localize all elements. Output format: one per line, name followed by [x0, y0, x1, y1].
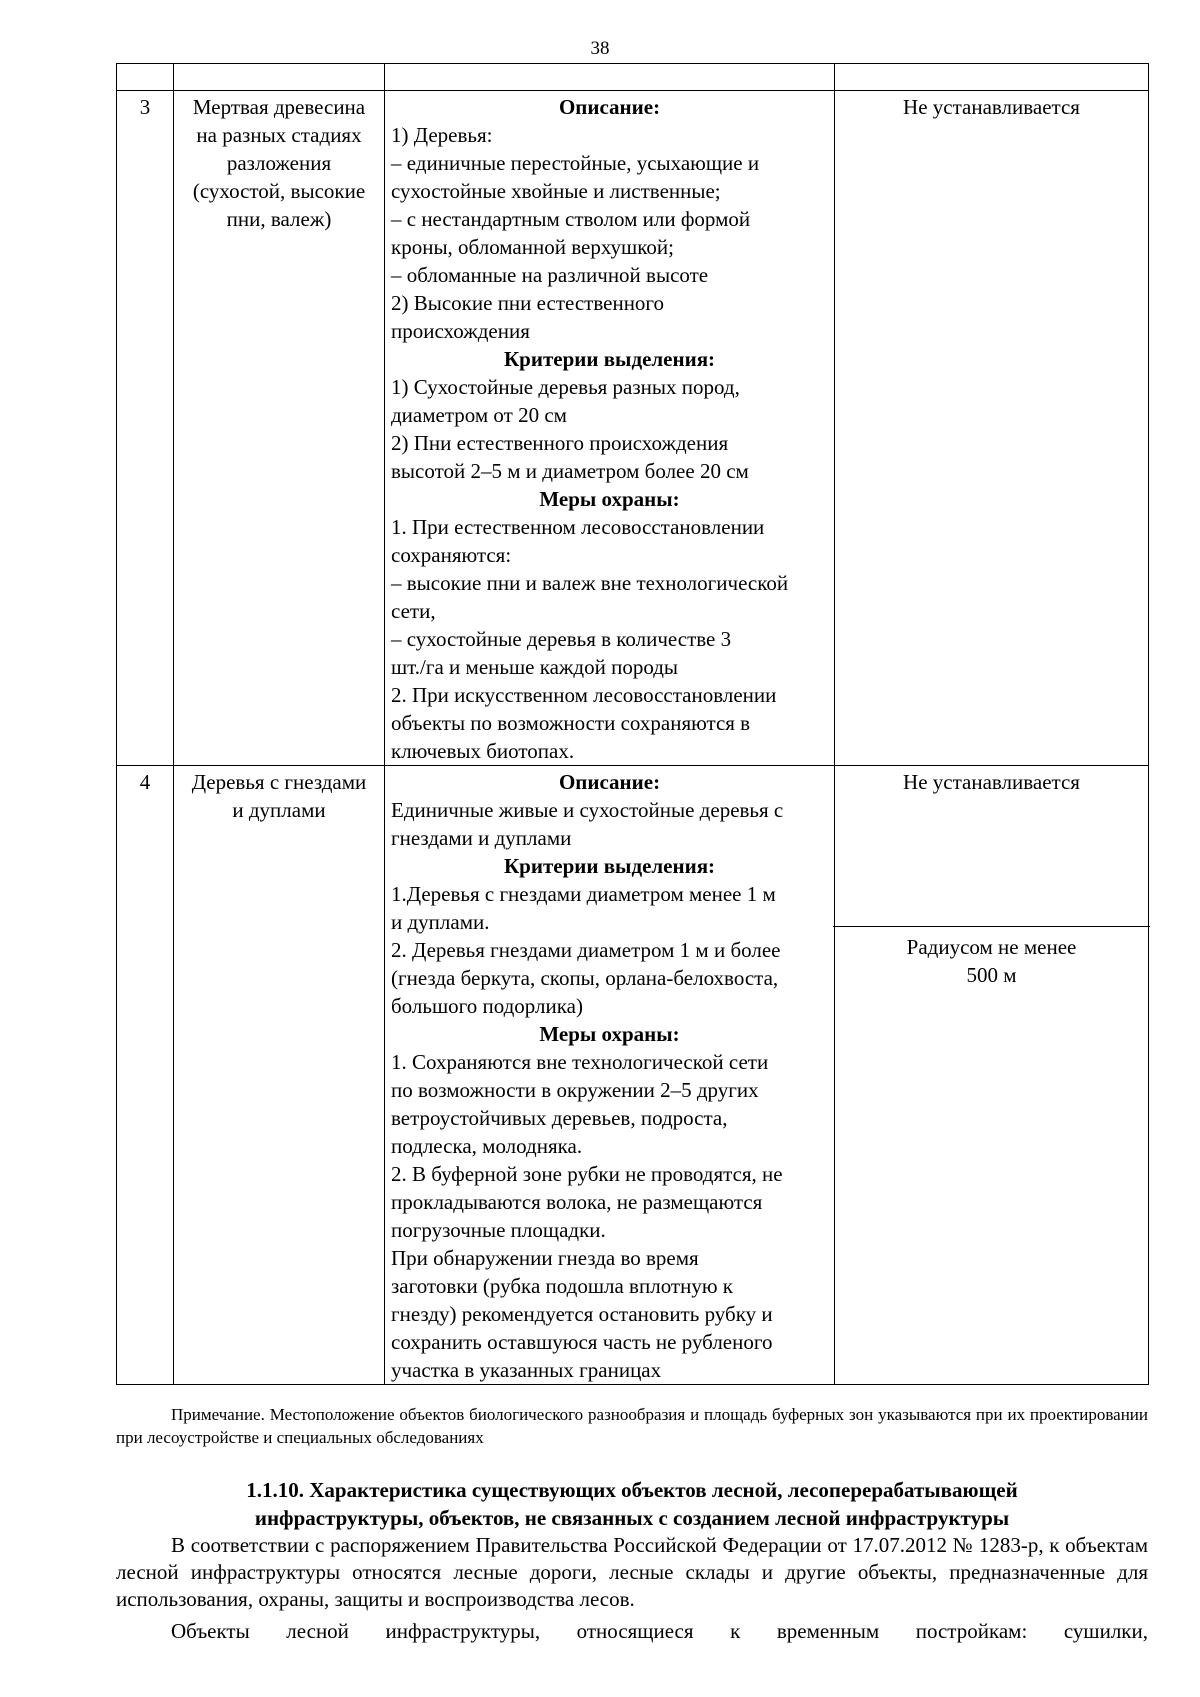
criteria-line: 1.Деревья с гнездами диаметром менее 1 м	[391, 882, 776, 906]
description-cell	[385, 766, 835, 1385]
section-title-line: 1.1.10. Характеристика существующих объектов лесной, лесоперерабатывающей	[246, 1478, 1018, 1502]
criteria-heading: Критерии выделения:	[503, 347, 716, 371]
object-name-cell	[174, 766, 385, 1385]
description-line: 2) Высокие пни естественного	[391, 291, 665, 315]
measures-line: сети,	[391, 599, 436, 623]
row-number: 4	[117, 766, 174, 1385]
criteria-heading: Критерии выделения:	[503, 854, 716, 878]
description-line: – единичные перестойные, усыхающие и	[391, 151, 760, 175]
measures-line: ветроустойчивых деревьев, подроста,	[391, 1106, 728, 1130]
object-name-line: и дуплами	[232, 798, 326, 822]
criteria-line: большого подорлика)	[391, 994, 583, 1018]
measures-line: объекты по возможности сохраняются в	[391, 711, 751, 735]
measures-line: по возможности в окружении 2–5 других	[391, 1078, 759, 1102]
buffer-zone-line: 500 м	[966, 963, 1017, 987]
measures-heading: Меры охраны:	[539, 1022, 680, 1046]
table-row	[117, 766, 1149, 1385]
criteria-line: и дуплами.	[391, 910, 490, 934]
buffer-zone-large-nests	[833, 927, 1150, 989]
header-cell-2	[174, 64, 385, 91]
table-row	[117, 91, 1149, 766]
measures-line: 2. В буферной зоне рубки не проводятся, не	[391, 1162, 783, 1186]
criteria-line: 2) Пни естественного происхождения	[391, 431, 729, 455]
section-title	[116, 1476, 1148, 1532]
measures-line: заготовки (рубка подошла вплотную к	[391, 1274, 733, 1298]
object-name-line: разложения	[226, 151, 332, 175]
criteria-line: (гнезда беркута, скопы, орлана-белохвоста,	[391, 966, 779, 990]
header-cell-4	[835, 64, 1149, 91]
measures-line: 2. При искусственном лесовосстановлении	[391, 683, 777, 707]
description-line: – с нестандартным стволом или формой	[391, 207, 751, 231]
measures-line: сохраняются:	[391, 543, 512, 567]
measures-heading: Меры охраны:	[539, 487, 680, 511]
body-paragraph: В соответствии с распоряжением Правительства Российской Федерации от 17.07.2012 № 1283-р, к объектам лесной инфраструктуры относятся лесные дороги, лесные склады и другие объекты, предназначенные для использования, охраны, защиты и воспроизводства лесов.	[116, 1533, 1148, 1611]
row-number: 3	[117, 91, 174, 766]
biodiversity-objects-table	[116, 63, 1149, 1385]
object-name-cell	[174, 91, 385, 766]
description-line: кроны, обломанной верхушкой;	[391, 235, 674, 259]
criteria-line: высотой 2–5 м и диаметром более 20 см	[391, 459, 749, 483]
criteria-line: 1) Сухостойные деревья разных пород,	[391, 375, 740, 399]
object-name-line: Деревья с гнездами	[191, 770, 367, 794]
object-name-line: на разных стадиях	[196, 123, 362, 147]
buffer-zone-line: Радиусом не менее	[906, 935, 1077, 959]
body-paragraph: Объекты лесной инфраструктуры, относящиеся к временным постройкам: сушилки,	[171, 1619, 1148, 1643]
buffer-zone-cell	[835, 766, 1149, 1385]
description-line: 1) Деревья:	[391, 123, 493, 147]
measures-line: гнезду) рекомендуется остановить рубку и	[391, 1302, 773, 1326]
measures-line: При обнаружении гнезда во время	[391, 1246, 699, 1270]
measures-line: прокладываются волока, не размещаются	[391, 1190, 763, 1214]
measures-line: – высокие пни и валеж вне технологической	[391, 571, 789, 595]
description-cell	[385, 91, 835, 766]
criteria-line: 2. Деревья гнездами диаметром 1 м и более	[391, 938, 781, 962]
object-name-line: Мертвая древесина	[192, 95, 366, 119]
header-cell-1	[117, 64, 174, 91]
measures-line: 1. При естественном лесовосстановлении	[391, 515, 765, 539]
description-heading: Описание:	[558, 95, 661, 119]
description-line: Единичные живые и сухостойные деревья с	[391, 798, 784, 822]
description-line: гнездами и дуплами	[391, 826, 572, 850]
object-name-line: пни, валеж)	[226, 207, 332, 231]
buffer-zone-split	[833, 766, 1150, 989]
object-name-line: (сухостой, высокие	[192, 179, 366, 203]
buffer-zone-small-nests: Не устанавливается	[833, 766, 1150, 927]
measures-line: шт./га и меньше каждой породы	[391, 655, 679, 679]
description-line: сухостойные хвойные и лиственные;	[391, 179, 721, 203]
section-title-line: инфраструктуры, объектов, не связанных с созданием лесной инфраструктуры	[254, 1506, 1010, 1530]
description-line: – обломанные на различной высоте	[391, 263, 709, 287]
measures-line: сохранить оставшуюся часть не рубленого	[391, 1330, 773, 1354]
measures-line: ключевых биотопах.	[391, 739, 575, 763]
page-number: 38	[590, 38, 610, 59]
measures-line: – сухостойные деревья в количестве 3	[391, 627, 732, 651]
buffer-zone-cell: Не устанавливается	[835, 91, 1149, 766]
measures-line: погрузочные площадки.	[391, 1218, 606, 1242]
criteria-line: диаметром от 20 см	[391, 403, 567, 427]
description-heading: Описание:	[558, 770, 661, 794]
table-note: Примечание. Местоположение объектов биологического разнообразия и площадь буферных зон указываются при их проектировании при лесоустройстве и специальных обследованиях	[116, 1405, 1148, 1447]
measures-line: участка в указанных границах	[391, 1358, 662, 1382]
description-line: происхождения	[391, 319, 530, 343]
measures-line: подлеска, молодняка.	[391, 1134, 583, 1158]
measures-line: 1. Сохраняются вне технологической сети	[391, 1050, 769, 1074]
header-cell-3	[385, 64, 835, 91]
table-header-row	[117, 64, 1149, 91]
